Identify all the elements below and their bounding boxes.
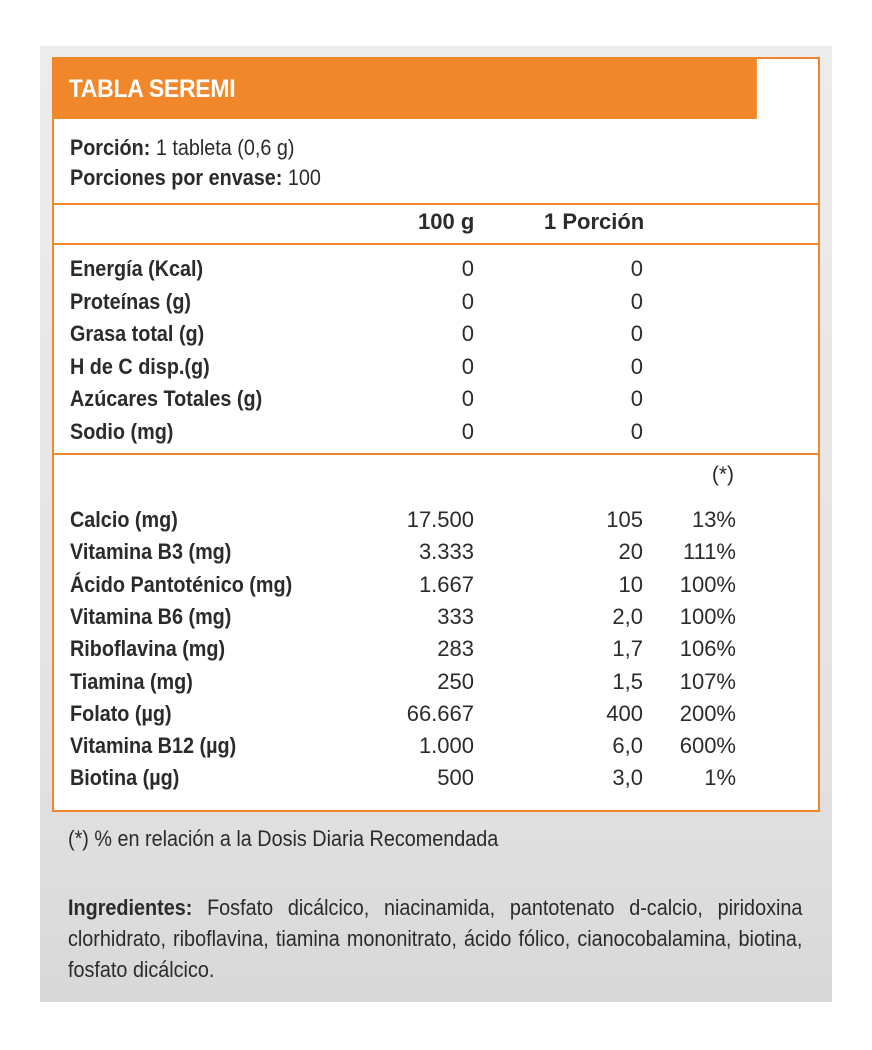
- nutrient-label: Tiamina (mg): [70, 668, 193, 694]
- nutrient-label: Grasa total (g): [70, 321, 205, 346]
- col-per-serving: 1 Porción: [544, 209, 645, 234]
- table-row: [54, 698, 818, 730]
- table-row: [54, 383, 818, 415]
- vitamin-section: [54, 455, 818, 810]
- value-percent: 600%: [679, 733, 736, 759]
- footnote: (*) % en relación a la Dosis Diaria Recomendada: [68, 826, 499, 851]
- servings-per-container: [70, 163, 743, 193]
- servings-label: Porciones por envase:: [70, 165, 283, 190]
- nutrient-label: Vitamina B3 (mg): [70, 539, 232, 565]
- value-per100: 1.667: [418, 571, 474, 597]
- value-per-serving: 1,5: [612, 668, 643, 694]
- value-per-serving: 400: [606, 700, 643, 726]
- col-per100: 100 g: [418, 209, 475, 234]
- nutrient-label: Sodio (mg): [70, 418, 174, 444]
- nutrient-label: Ácido Pantoténico (mg): [70, 571, 293, 597]
- serving-value: 1 tableta (0,6 g): [155, 135, 295, 160]
- value-per-serving: 0: [630, 288, 643, 314]
- value-per-serving: 3,0: [612, 765, 643, 791]
- nutrition-table: [52, 57, 820, 812]
- value-percent: 100%: [679, 571, 736, 597]
- nutrient-label: Biotina (µg): [70, 765, 180, 791]
- value-per100: 0: [461, 321, 474, 346]
- value-per-serving: 1,7: [612, 636, 643, 662]
- value-per100: 0: [461, 288, 474, 314]
- value-per100: 283: [437, 636, 474, 662]
- table-row: [54, 762, 818, 794]
- nutrient-label: Vitamina B6 (mg): [70, 603, 232, 629]
- value-per100: 17.500: [406, 507, 474, 532]
- value-percent: 107%: [679, 668, 736, 694]
- value-percent: 1%: [704, 765, 736, 791]
- value-percent: 200%: [679, 700, 736, 726]
- value-per100: 333: [437, 603, 474, 629]
- nutrient-label: Energía (Kcal): [70, 256, 204, 281]
- value-per100: 66.667: [406, 700, 474, 726]
- ingredients-label: Ingredientes:: [68, 895, 193, 920]
- value-per-serving: 0: [630, 353, 643, 379]
- value-per100: 250: [437, 668, 474, 694]
- ingredients-text: Fosfato dicálcico, niacinamida, pantotenato d-calcio, piridoxina clorhidrato, riboflavina, tiamina mononitrato, ácido fólico, cianocobalamina, biotina, fosfato dicálcico.: [68, 895, 803, 982]
- table-row: [54, 351, 818, 383]
- value-per100: 3.333: [418, 539, 474, 565]
- value-percent: 106%: [679, 636, 736, 662]
- serving-label: Porción:: [70, 135, 151, 160]
- nutrient-label: Azúcares Totales (g): [70, 386, 263, 411]
- servings-value: 100: [287, 165, 321, 190]
- value-per100: 0: [461, 256, 474, 281]
- nutrient-label: Vitamina B12 (µg): [70, 733, 237, 759]
- value-per100: 500: [437, 765, 474, 791]
- value-per-serving: 0: [630, 418, 643, 444]
- portion-info: [54, 119, 818, 205]
- value-per100: 0: [461, 418, 474, 444]
- table-row: [54, 633, 818, 665]
- table-row: [54, 318, 818, 350]
- value-per-serving: 10: [618, 571, 643, 597]
- value-per100: 1.000: [418, 733, 474, 759]
- nutrient-label: Calcio (mg): [70, 507, 178, 532]
- nutrient-label: Riboflavina (mg): [70, 636, 226, 662]
- value-per-serving: 2,0: [612, 603, 643, 629]
- value-per-serving: 0: [630, 386, 643, 411]
- table-row: [54, 536, 818, 568]
- value-per-serving: 20: [618, 539, 643, 565]
- ingredients: [68, 892, 802, 985]
- table-title: TABLA SEREMI: [54, 59, 757, 119]
- table-row: [54, 286, 818, 318]
- nutrient-label: H de C disp.(g): [70, 353, 210, 379]
- value-per100: 0: [461, 353, 474, 379]
- table-row: [54, 416, 818, 448]
- percent-marker: (*): [711, 463, 734, 486]
- table-row: [54, 730, 818, 762]
- table-row: [54, 504, 818, 536]
- value-percent: 13%: [691, 507, 736, 532]
- nutrient-label: Folato (µg): [70, 700, 172, 726]
- value-per-serving: 0: [630, 321, 643, 346]
- table-row: [54, 666, 818, 698]
- serving-size: [70, 133, 743, 163]
- value-per100: 0: [461, 386, 474, 411]
- value-percent: 111%: [682, 539, 736, 565]
- value-per-serving: 0: [630, 256, 643, 281]
- value-per-serving: 6,0: [612, 733, 643, 759]
- column-headers: [54, 205, 818, 245]
- table-row: [54, 601, 818, 633]
- table-row: [54, 569, 818, 601]
- value-percent: 100%: [679, 603, 736, 629]
- nutrient-label: Proteínas (g): [70, 288, 192, 314]
- table-row: [54, 253, 818, 285]
- value-per-serving: 105: [606, 507, 643, 532]
- macro-section: [54, 245, 818, 455]
